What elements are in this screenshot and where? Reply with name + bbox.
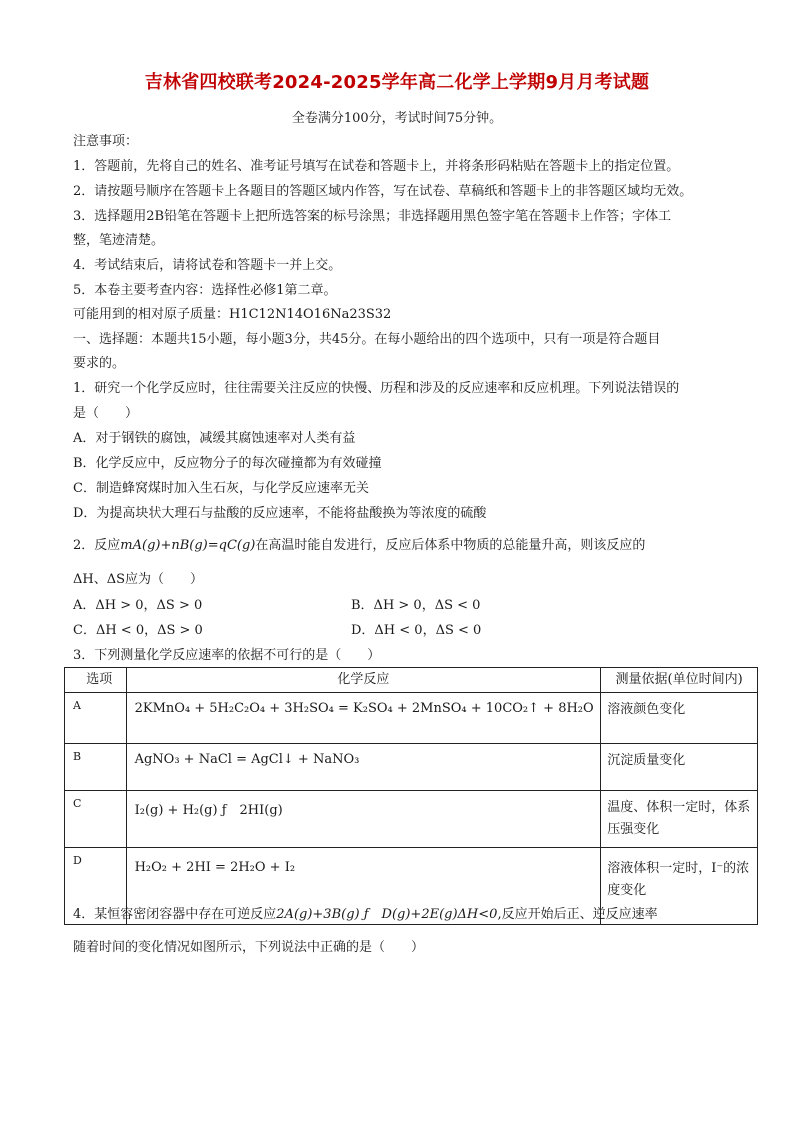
q3-table: [64, 667, 758, 925]
q2-stem-suffix: 在高温时能自发进行，反应后体系中物质的总能量升高，则该反应的: [255, 538, 646, 553]
section-heading-line-2: 要求的。: [73, 356, 126, 371]
q3-row-basis: 溶液颜色变化: [601, 693, 758, 744]
table-row: [65, 791, 758, 848]
q2-option-a: A．ΔH > 0，ΔS > 0: [73, 598, 203, 613]
q3-row-option: B: [65, 744, 127, 791]
q3-row-basis: 溶液体积一定时，I⁻的浓度变化: [601, 848, 758, 925]
q3-row-reaction: AgNO₃ + NaCl = AgCl↓ + NaNO₃: [126, 744, 601, 791]
q2-option-c: C．ΔH < 0，ΔS > 0: [73, 623, 203, 638]
q1-option-a: A．对于钢铁的腐蚀，减缓其腐蚀速率对人类有益: [73, 431, 356, 446]
q1-option-b: B．化学反应中，反应物分子的每次碰撞都为有效碰撞: [73, 456, 382, 471]
q2-reaction: mA(g)+nB(g)=qC(g): [120, 538, 256, 553]
q3-row-option: C: [65, 791, 127, 848]
q3-row-option: D: [65, 848, 127, 925]
q3-row-reaction: 2KMnO₄ + 5H₂C₂O₄ + 3H₂SO₄ = K₂SO₄ + 2MnSO₄ + 10CO₂↑ + 8H₂O: [126, 693, 601, 744]
notice-item-3-cont: 整，笔迹清楚。: [73, 233, 165, 248]
exam-subtitle: 全卷满分100分，考试时间75分钟。: [291, 111, 503, 126]
q4-stem-line-2: 随着时间的变化情况如图所示，下列说法中正确的是（ ）: [73, 940, 425, 955]
notice-item-4: 4．考试结束后，请将试卷和答题卡一并上交。: [73, 258, 342, 273]
q2-option-d: D．ΔH < 0，ΔS < 0: [351, 623, 482, 638]
exam-title: 吉林省四校联考2024-2025学年高二化学上学期9月月考试题: [144, 72, 650, 93]
q4-stem-line-1: [73, 905, 753, 925]
atomic-mass-line: 可能用到的相对原子质量：H1C12N14O16Na23S32: [73, 307, 392, 322]
q3-header-option: 选项: [65, 668, 127, 693]
q3-row-reaction: I₂(g) + H₂(g) ƒ 2HI(g): [126, 791, 601, 848]
notice-item-5: 5．本卷主要考查内容：选择性必修1第二章。: [73, 283, 337, 298]
q1-stem-line-1: 1．研究一个化学反应时，往往需要关注反应的快慢、历程和涉及的反应速率和反应机理。下列说法错误的: [73, 381, 680, 396]
notice-item-1: 1．答题前，先将自己的姓名、准考证号填写在试卷和答题卡上，并将条形码粘贴在答题卡上的指定位置。: [73, 159, 680, 174]
q3-table-header: [65, 668, 758, 693]
q1-stem-line-2: 是（ ）: [73, 406, 139, 421]
q4-reaction: 2A(g)+3B(g) ƒ D(g)+2E(g)ΔH<0: [276, 907, 498, 922]
q3-stem: 3．下列测量化学反应速率的依据不可行的是（ ）: [73, 648, 381, 663]
section-heading-line-1: 一、选择题：本题共15小题，每小题3分，共45分。在每小题给出的四个选项中，只有一项是符合题目: [73, 332, 661, 347]
q3-row-basis: 沉淀质量变化: [601, 744, 758, 791]
q4-stem-suffix: ,反应开始后正、逆反应速率: [497, 907, 658, 922]
q4-stem-prefix: 4．某恒容密闭容器中存在可逆反应: [73, 907, 277, 922]
notice-item-3: 3．选择题用2B铅笔在答题卡上把所选答案的标号涂黑；非选择题用黑色签字笔在答题卡上作答；字体工: [73, 209, 672, 224]
q3-row-option: A: [65, 693, 127, 744]
q2-stem-line-1: [73, 536, 753, 556]
q1-option-c: C．制造蜂窝煤时加入生石灰，与化学反应速率无关: [73, 481, 369, 496]
q3-header-reaction: 化学反应: [126, 668, 601, 693]
notice-item-2: 2．请按题号顺序在答题卡上各题目的答题区域内作答，写在试卷、草稿纸和答题卡上的非答题区域均无效。: [73, 184, 693, 199]
q2-stem-prefix: 2．反应: [73, 538, 121, 553]
q3-row-basis: 温度、体积一定时，体系压强变化: [601, 791, 758, 848]
notice-heading: 注意事项：: [73, 134, 139, 149]
q2-stem-line-2: ΔH、ΔS应为（ ）: [73, 572, 204, 587]
q3-row-reaction: H₂O₂ + 2HI = 2H₂O + I₂: [126, 848, 601, 925]
table-row: [65, 693, 758, 744]
q2-option-b: B．ΔH > 0，ΔS < 0: [351, 598, 481, 613]
table-row: [65, 744, 758, 791]
q3-header-basis: 测量依据(单位时间内): [601, 668, 758, 693]
q1-option-d: D．为提高块状大理石与盐酸的反应速率，不能将盐酸换为等浓度的硫酸: [73, 506, 487, 521]
